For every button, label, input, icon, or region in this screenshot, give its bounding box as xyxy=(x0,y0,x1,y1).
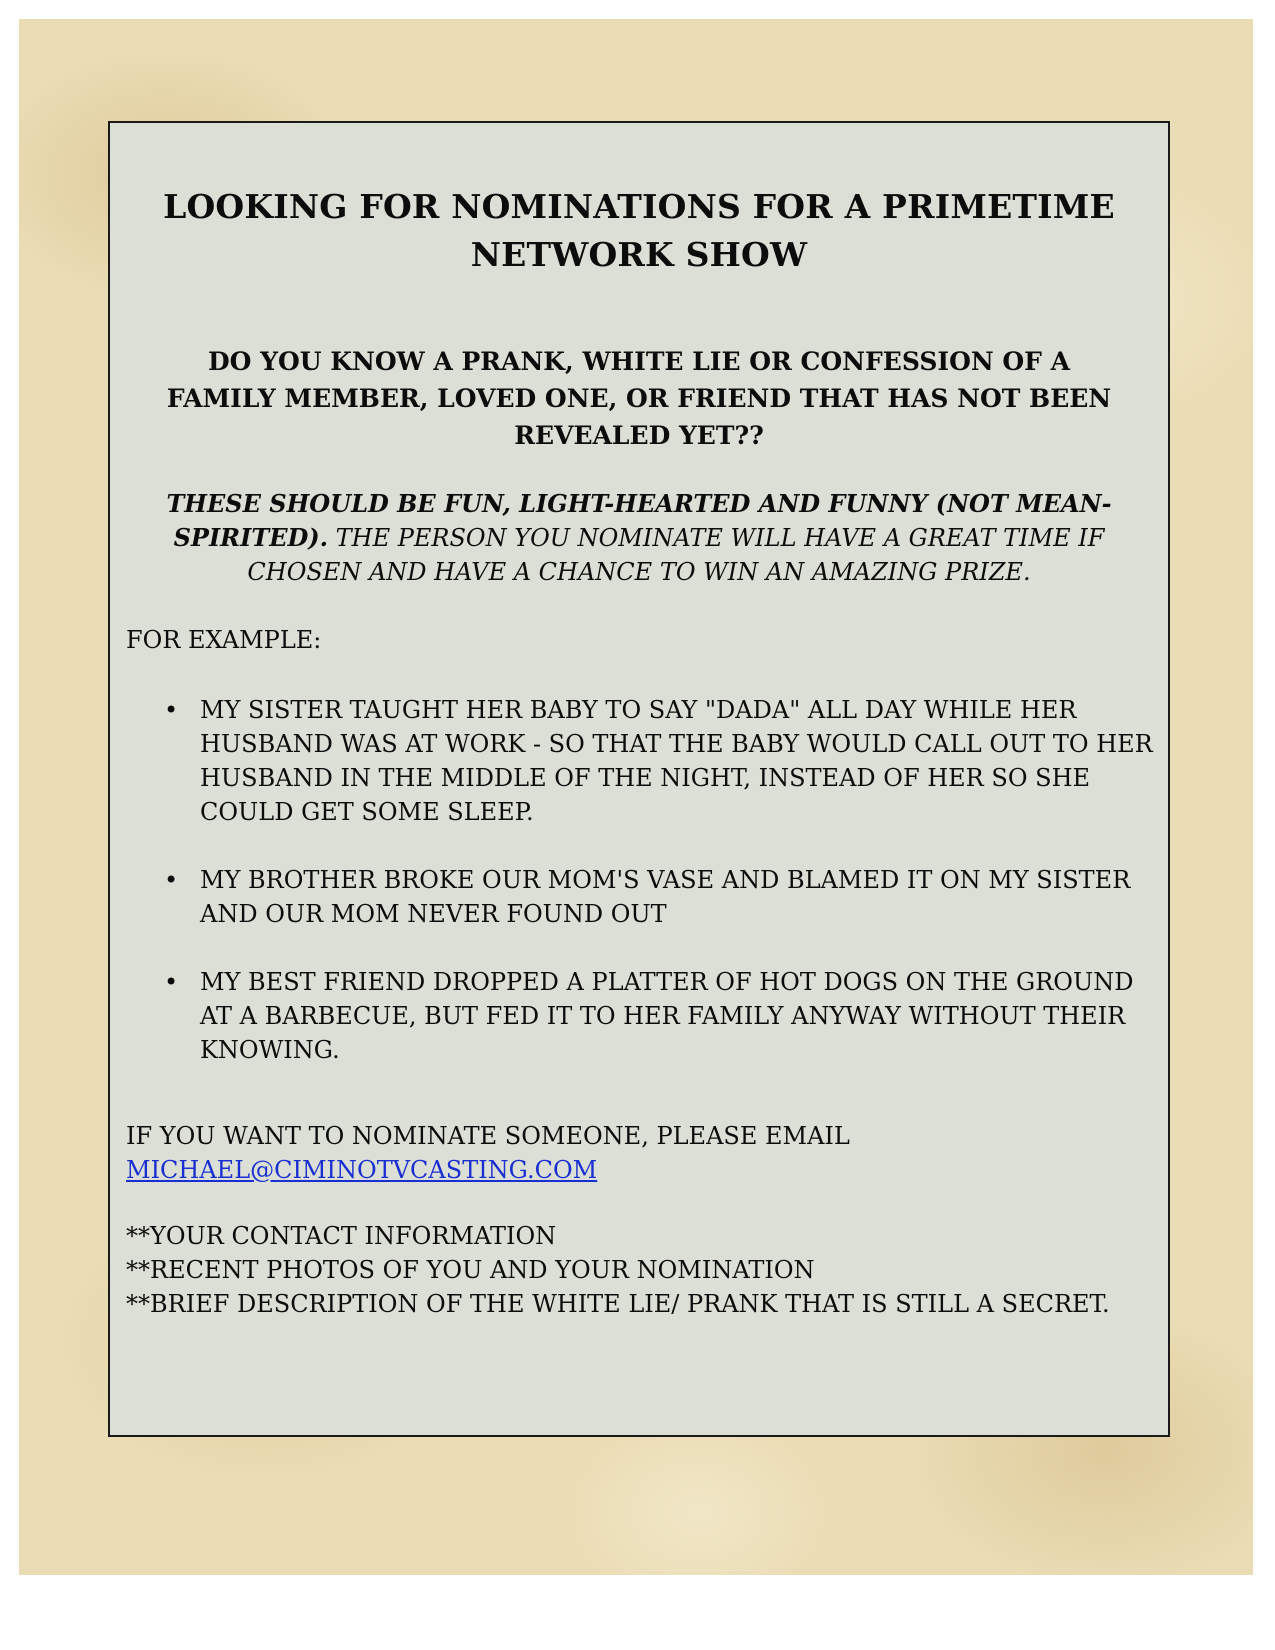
flyer-question: DO YOU KNOW A PRANK, WHITE LIE OR CONFESSION OF A FAMILY MEMBER, LOVED ONE, OR FRIEND THAT HAS NOT BEEN REVEALED YET?? xyxy=(166,347,1112,450)
requirement-item: **RECENT PHOTOS OF YOU AND YOUR NOMINATION xyxy=(126,1256,815,1284)
example-item xyxy=(110,693,1154,829)
email-link[interactable]: MICHAEL@CIMINOTVCASTING.COM xyxy=(126,1156,598,1184)
example-label: FOR EXAMPLE: xyxy=(126,626,322,654)
bullet-icon: • xyxy=(164,696,179,724)
example-text: MY BROTHER BROKE OUR MOM'S VASE AND BLAMED IT ON MY SISTER AND OUR MOM NEVER FOUND OUT xyxy=(200,866,1131,928)
cta-text: IF YOU WANT TO NOMINATE SOMEONE, PLEASE EMAIL xyxy=(126,1122,850,1150)
example-item xyxy=(110,965,1154,1067)
example-item xyxy=(110,863,1154,931)
flyer-note-rest: THE PERSON YOU NOMINATE WILL HAVE A GREAT TIME IF CHOSEN AND HAVE A CHANCE TO WIN AN AMAZING PRIZE. xyxy=(247,524,1105,586)
bullet-icon: • xyxy=(164,968,179,996)
requirements-list xyxy=(126,1219,1110,1321)
bullet-icon: • xyxy=(164,866,179,894)
call-to-action xyxy=(126,1119,850,1187)
example-text: MY BEST FRIEND DROPPED A PLATTER OF HOT DOGS ON THE GROUND AT A BARBECUE, BUT FED IT TO HER FAMILY ANYWAY WITHOUT THEIR KNOWING. xyxy=(200,968,1134,1064)
requirement-item: **YOUR CONTACT INFORMATION xyxy=(126,1222,557,1250)
example-list xyxy=(110,693,1154,1101)
flyer-title: LOOKING FOR NOMINATIONS FOR A PRIMETIME NETWORK SHOW xyxy=(163,187,1115,274)
flyer-box xyxy=(108,121,1170,1437)
flyer-note xyxy=(130,487,1148,589)
example-text: MY SISTER TAUGHT HER BABY TO SAY "DADA" ALL DAY WHILE HER HUSBAND WAS AT WORK - SO THAT THE BABY WOULD CALL OUT TO HER HUSBAND IN THE MIDDLE OF THE NIGHT, INSTEAD OF HER SO SHE COULD GET SOME SLEEP. xyxy=(200,696,1153,826)
flyer-note-bold: THESE SHOULD BE FUN, LIGHT-HEARTED AND FUNNY (NOT MEAN-SPIRITED). xyxy=(166,489,1112,552)
requirement-item: **BRIEF DESCRIPTION OF THE WHITE LIE/ PRANK THAT IS STILL A SECRET. xyxy=(126,1290,1110,1318)
